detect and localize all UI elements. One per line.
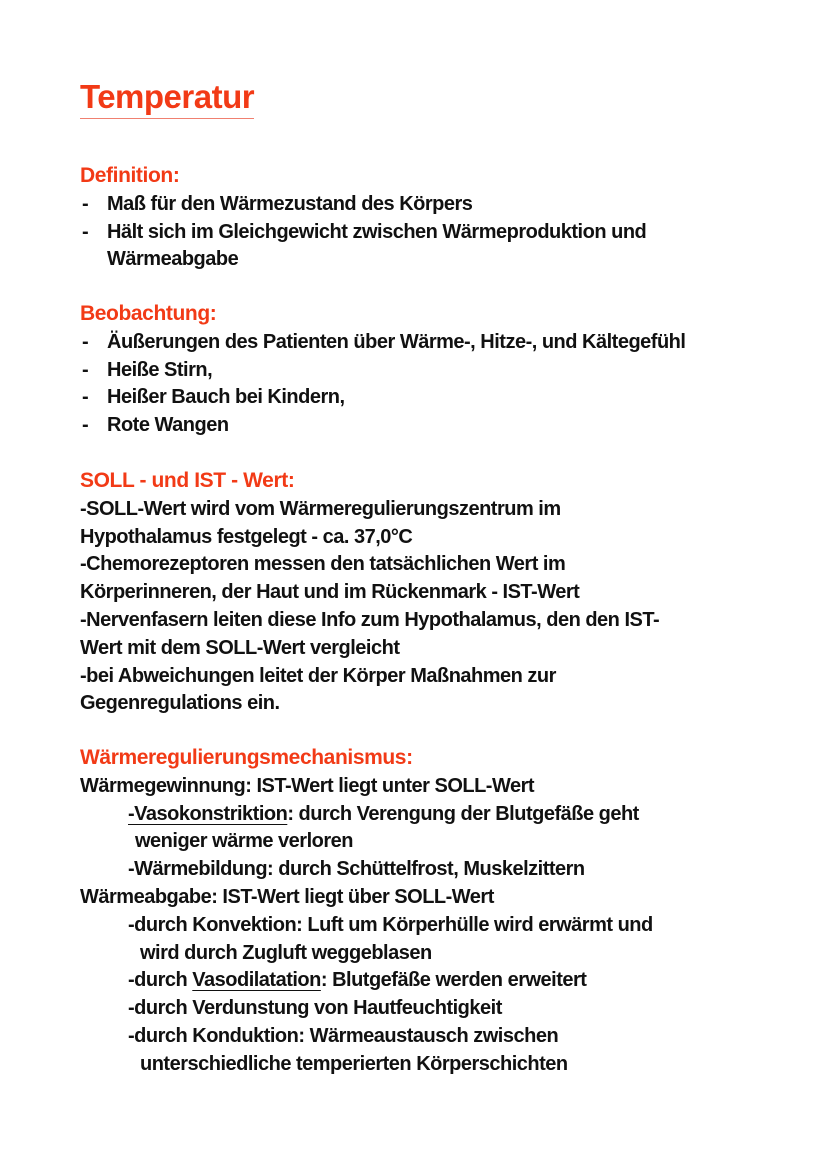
line-text: [80, 689, 280, 717]
section-heading: SOLL - und IST - Wert:: [80, 469, 295, 492]
line-content: -Wärmebildung: durch Schüttelfrost, Muskelzittern: [128, 858, 585, 881]
page-title: Temperatur: [80, 78, 254, 119]
line-content: Gegenregulations ein.: [80, 692, 280, 715]
line-text: [140, 1050, 568, 1078]
line-text: [107, 218, 646, 246]
line-content: -SOLL-Wert wird vom Wärmeregulierungszentrum im: [80, 497, 561, 520]
line-text: [80, 883, 494, 911]
underlined-term: -Vasokonstriktion: [128, 802, 288, 825]
line-text: [80, 495, 561, 523]
line-text: [80, 606, 659, 634]
line-text: [80, 634, 400, 662]
line-content: Hypothalamus festgelegt - ca. 37,0°C: [80, 525, 413, 548]
line-text: [128, 911, 653, 939]
line-text: [80, 578, 579, 606]
section-heading: Definition:: [80, 164, 180, 187]
line-text: [140, 939, 432, 967]
line-text: [80, 550, 565, 578]
line-text: [80, 662, 556, 690]
line-content: -durch Konduktion: Wärmeaustausch zwischen: [128, 1025, 559, 1047]
line-text: [107, 190, 472, 218]
line-content: weniger wärme verloren: [135, 830, 353, 853]
line-content: -Nervenfasern leiten diese Info zum Hypothalamus, den den IST-: [80, 609, 660, 631]
line-text: [128, 855, 585, 883]
section-heading: Wärmeregulierungsmechanismus:: [80, 746, 413, 769]
line-content: : durch Verengung der Blutgefäße geht: [287, 802, 639, 825]
line-content: -bei Abweichungen leitet der Körper Maßnahmen zur: [80, 664, 556, 687]
line-text: [107, 383, 345, 411]
line-content: -Chemorezeptoren messen den tatsächlichen Wert im: [80, 553, 566, 576]
line-text: [135, 827, 353, 855]
line-content: -durch Verdunstung von Hautfeuchtigkeit: [128, 997, 502, 1020]
line-text: [107, 328, 685, 356]
line-text: [107, 356, 212, 384]
line-content: Wärmeabgabe: [107, 248, 239, 271]
line-content: Wärmegewinnung: IST-Wert liegt unter SOLL-Wert: [80, 774, 535, 797]
line-content: Äußerungen des Patienten über Wärme-, Hitze-, und Kältegefühl: [107, 330, 686, 353]
line-content: Heiße Stirn,: [107, 358, 213, 381]
bullet-dash: -: [82, 330, 89, 353]
line-text: [128, 966, 586, 994]
bullet-dash: -: [82, 414, 89, 437]
line-prefix: -durch: [128, 969, 193, 992]
line-text: [128, 1022, 558, 1050]
line-content: Wert mit dem SOLL-Wert vergleicht: [80, 636, 400, 659]
line-content: Rote Wangen: [107, 414, 229, 437]
bullet-dash: -: [82, 386, 89, 409]
line-text: [80, 772, 534, 800]
line-content: Wärmeabgabe: IST-Wert liegt über SOLL-Wert: [80, 886, 494, 908]
line-text: [80, 523, 412, 551]
line-content: : Blutgefäße werden erweitert: [320, 969, 587, 992]
line-text: [128, 800, 639, 828]
line-content: wird durch Zugluft weggeblasen: [140, 941, 432, 964]
underlined-term: Vasodilatation: [192, 969, 321, 992]
line-content: -durch Konvektion: Luft um Körperhülle wird erwärmt und: [128, 913, 653, 936]
line-text: [107, 411, 229, 439]
bullet-dash: -: [82, 358, 89, 381]
section-heading: Beobachtung:: [80, 302, 217, 325]
bullet-dash: -: [82, 220, 89, 243]
line-content: Hält sich im Gleichgewicht zwischen Wärmeproduktion und: [107, 220, 647, 243]
line-text: [128, 994, 502, 1022]
line-text: [107, 245, 238, 273]
line-content: Körperinneren, der Haut und im Rückenmark - IST-Wert: [80, 581, 580, 604]
line-content: Heißer Bauch bei Kindern,: [107, 386, 345, 409]
line-content: unterschiedliche temperierten Körperschichten: [140, 1052, 568, 1075]
bullet-dash: -: [82, 192, 89, 215]
line-content: Maß für den Wärmezustand des Körpers: [107, 192, 473, 215]
